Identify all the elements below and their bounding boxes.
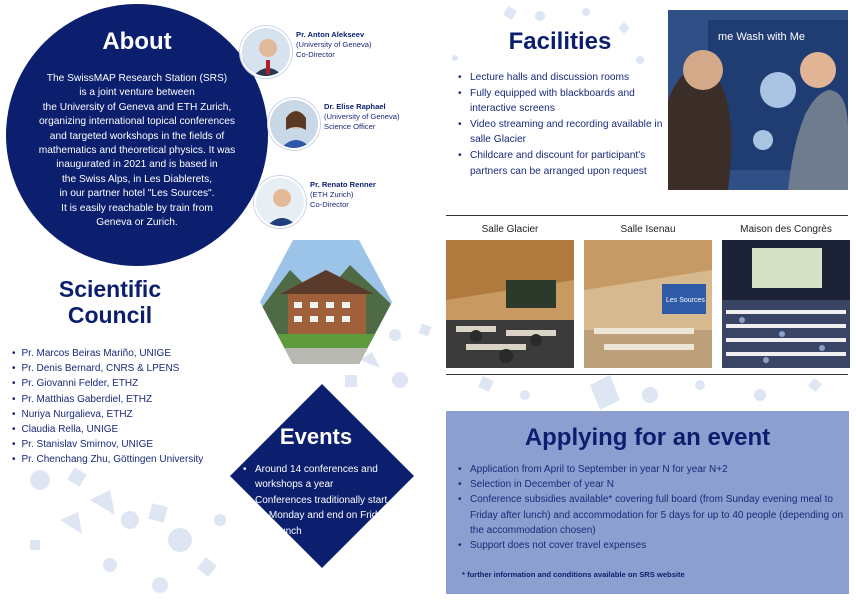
avatar (254, 176, 306, 228)
room-label: Salle Glacier (481, 224, 539, 235)
list-item: • Fully equipped with blackboards and interactive screens (458, 86, 668, 117)
list-item: • Application from April to September in year N for year N+2 (458, 462, 843, 477)
room-photo-congres (722, 240, 850, 368)
person-name: Pr. Anton Alekseev (296, 30, 365, 39)
about-text: The SwissMAP Research Station (SRS) is a joint venture between the University of Geneva and ETH Zurich, organizing international topical conferences and targeted workshops in the fields of mathematics and theoretical physics. It was inaugurated in 2021 and is based in the Swiss Alps, in Les Diablerets, in our partner hotel "Les Sources". It is easily reachable by train from Geneva or Zurich. (38, 73, 236, 229)
about-title: About (102, 28, 172, 55)
facilities-title: Facilities (508, 28, 612, 55)
list-item: • Pr. Chenchang Zhu, Göttingen University (12, 452, 203, 467)
person-role: Co-Director (310, 200, 349, 209)
person-name: Dr. Elise Raphael (324, 102, 386, 111)
room-label: Salle Isenau (620, 224, 676, 235)
avatar (240, 26, 292, 78)
list-item: • Pr. Giovanni Felder, ETHZ (12, 376, 203, 391)
person-name: Pr. Renato Renner (310, 180, 376, 189)
list-item: • Pr. Denis Bernard, CNRS & LPENS (12, 361, 203, 376)
list-item: • Conference subsidies available* covering full board (from Sunday evening meal to Friday after lunch) and accommodation for 5 days for up to 40 people (depending on the accommodation chosen) (458, 492, 843, 538)
apply-note: * further information and conditions available on SRS website (462, 570, 685, 579)
list-item: • Pr. Stanislav Smirnov, UNIGE (12, 437, 203, 452)
person-co-director-2 (254, 176, 376, 228)
person-role: Co-Director (296, 50, 335, 59)
list-item: • Pr. Marcos Beiras Mariño, UNIGE (12, 346, 203, 361)
list-item: • Claudia Rella, UNIGE (12, 422, 203, 437)
list-item: • Video streaming and recording available in salle Glacier (458, 117, 668, 148)
person-affiliation: (University of Geneva) (296, 40, 372, 49)
list-item: • Support does not cover travel expenses (458, 538, 843, 553)
about-circle (6, 4, 268, 266)
list-item: • Lecture halls and discussion rooms (458, 70, 668, 86)
council-title: Scientific Council (58, 276, 162, 328)
list-item: • Nuriya Nurgalieva, ETHZ (12, 407, 203, 422)
apply-list (458, 462, 843, 553)
list-item: • Childcare and discount for participant's partners can be arranged upon request (458, 148, 668, 179)
list-item: • Pr. Matthias Gaberdiel, ETHZ (12, 392, 203, 407)
list-item: • Around 14 conferences and workshops a year (243, 462, 393, 493)
person-affiliation: (University of Geneva) (324, 112, 400, 121)
person-role: Science Officer (324, 122, 376, 131)
slide-text: Les Sources (666, 297, 705, 304)
events-list (243, 462, 393, 539)
divider (446, 374, 848, 375)
room-photo-glacier (446, 240, 574, 368)
room-photo-isenau (584, 240, 712, 368)
council-list (12, 346, 203, 468)
person-science-officer (268, 98, 400, 150)
person-co-director-1 (240, 26, 372, 78)
divider (446, 215, 848, 216)
avatar (268, 98, 320, 150)
list-item: • Selection in December of year N (458, 477, 843, 492)
person-affiliation: (ETH Zurich) (310, 190, 354, 199)
room-label: Maison des Congrès (740, 224, 832, 235)
poster-text: me Wash with Me (718, 31, 806, 43)
apply-title: Applying for an event (524, 424, 771, 451)
facilities-list (458, 70, 668, 179)
events-title: Events (279, 424, 353, 449)
list-item: • Conferences traditionally start on Monday and end on Friday after lunch (243, 493, 393, 539)
facilities-photo (668, 10, 848, 190)
